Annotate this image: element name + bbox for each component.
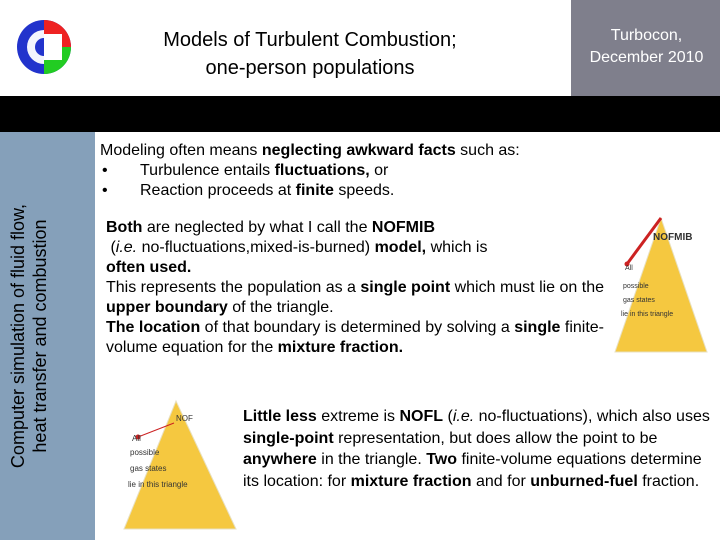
p1-nofmib: NOFMIB	[371, 219, 436, 236]
nofl-paragraph	[243, 406, 713, 492]
header-divider-band	[0, 96, 720, 132]
figure-text-line: gas states	[623, 297, 655, 304]
p2-s8: fraction.	[637, 472, 700, 490]
p2-s5: in the triangle.	[316, 451, 427, 468]
p1-single-point: single point	[360, 279, 451, 296]
p1-s2: no-fluctuations,mixed-is-burned)	[137, 239, 375, 256]
p1-model: model,	[374, 239, 427, 256]
nofl-triangle-figure	[122, 397, 238, 531]
p1-s4: This represents the population as a	[106, 279, 361, 296]
p1-s8: finite-volume equation for the	[106, 319, 605, 356]
p2-single-point: single-point	[243, 429, 334, 447]
bullet-1-text: Turbulence entails	[140, 162, 275, 179]
title-line-1: Models of Turbulent Combustion;	[163, 29, 457, 51]
figure-text-line: All	[625, 265, 633, 272]
conference-date: December 2010	[589, 49, 704, 66]
p2-s6: finite-volume equations determine its location: for	[243, 451, 702, 490]
p1-often-used: often used.	[106, 259, 192, 276]
bullet-2-bold: finite	[295, 182, 334, 199]
p2-s7: and for	[471, 472, 531, 490]
nofmib-paragraph	[106, 218, 606, 358]
p1-s3: which is	[426, 239, 488, 256]
side-caption	[7, 136, 87, 536]
p1-both: Both	[106, 219, 143, 236]
p1-location: The location	[106, 319, 201, 336]
p1-paren: (	[110, 239, 116, 256]
bullet-item	[100, 161, 700, 181]
p2-s4: representation, but does allow the point to be	[333, 429, 658, 447]
intro-text	[100, 141, 700, 201]
p2-unburned: unburned-fuel	[530, 472, 638, 490]
intro-line	[100, 141, 700, 161]
p2-s3: no-fluctuations), which also uses	[474, 408, 710, 425]
page-title	[110, 26, 510, 82]
p2-anywhere: anywhere	[243, 451, 317, 468]
bullet-dot: •	[102, 182, 108, 199]
figure-text-line: lie in this triangle	[128, 480, 188, 489]
header-info-box	[569, 0, 720, 96]
figure-text-line: possible	[623, 283, 649, 290]
p1-s7: of that boundary is determined by solving a	[200, 319, 515, 336]
figure-label: NOF	[176, 414, 193, 423]
intro-text-bold: neglecting awkward facts	[261, 142, 456, 159]
conference-name: Turbocon,	[610, 27, 683, 44]
nofmib-triangle-figure	[613, 214, 709, 356]
p2-two: Two	[426, 451, 458, 468]
bullet-dot: •	[102, 162, 108, 179]
p1-mixture-fraction: mixture fraction.	[277, 339, 404, 356]
title-line-2: one-person populations	[205, 57, 415, 79]
figure-text-line: gas states	[130, 464, 167, 473]
figure-text-line: All	[132, 434, 141, 443]
p1-ie: i.e.	[115, 239, 138, 256]
p1-s6: of the triangle.	[227, 299, 334, 316]
p2-ie: i.e.	[452, 408, 475, 425]
bullet-2-end: speeds.	[333, 182, 395, 199]
p1-single: single	[514, 319, 561, 336]
bullet-1-bold: fluctuations,	[274, 162, 370, 179]
intro-text-a: Modeling often means	[100, 142, 262, 159]
figure-text-line: possible	[130, 448, 160, 457]
p2-s2: (	[443, 408, 453, 425]
p2-mixture-fraction: mixture fraction	[350, 472, 472, 490]
p2-s1: extreme is	[316, 408, 400, 425]
intro-text-end: such as:	[455, 142, 520, 159]
logo-icon	[14, 14, 72, 80]
bullet-item	[100, 181, 700, 201]
p1-upper-boundary: upper boundary	[106, 299, 228, 316]
figure-text-line: lie in this triangle	[621, 311, 674, 318]
side-caption-line-1: Computer simulation of fluid flow,	[8, 203, 28, 469]
bullet-1-end: or	[369, 162, 389, 179]
p1-s1: are neglected by what I call the	[142, 219, 372, 236]
side-caption-line-2: heat transfer and combustion	[30, 219, 50, 453]
bullet-2-text: Reaction proceeds at	[140, 182, 296, 199]
p2-nofl: NOFL	[399, 408, 444, 425]
figure-label: NOFMIB	[653, 232, 693, 243]
p2-little-less: Little less	[243, 408, 317, 425]
p1-s5: which must lie on the	[450, 279, 605, 296]
